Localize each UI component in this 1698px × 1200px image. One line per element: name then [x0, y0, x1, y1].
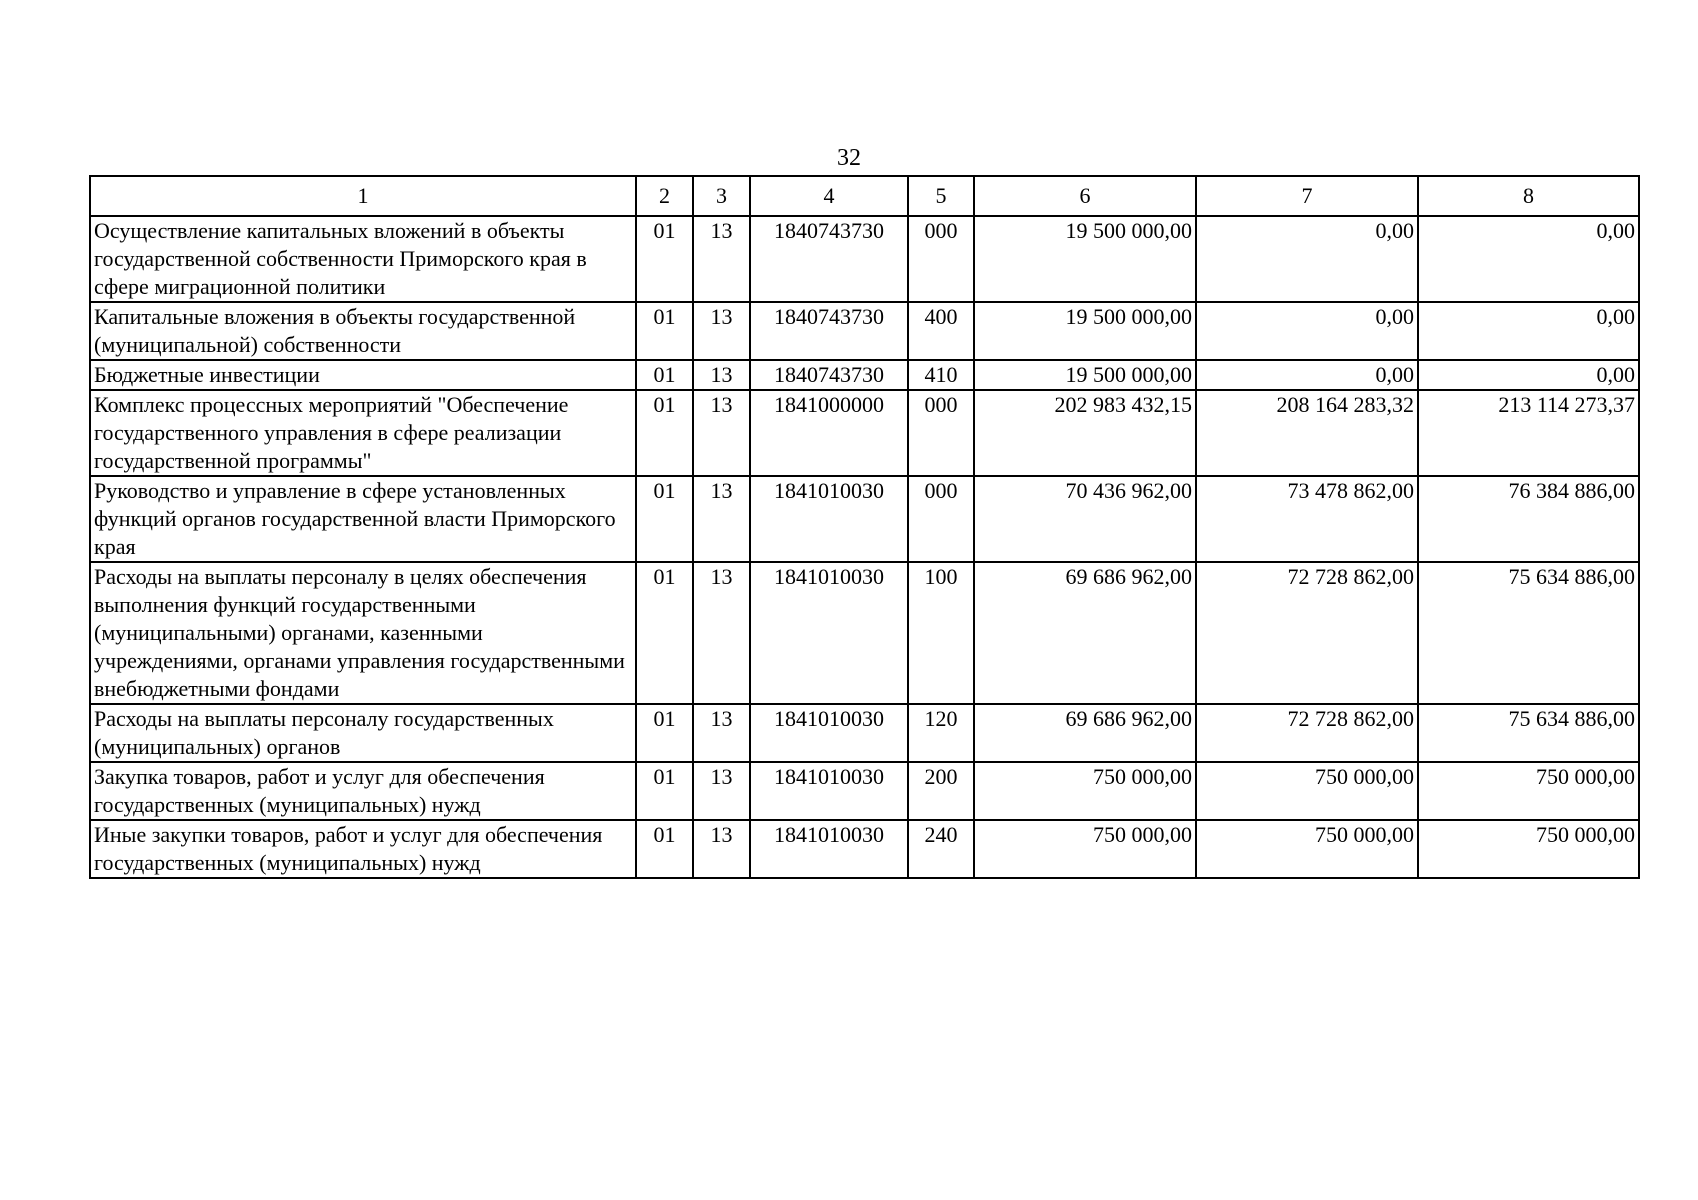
row-name: Комплекс процессных мероприятий "Обеспечение государственного управления в сфере реализации государственной программы" [90, 390, 636, 476]
column-header: 8 [1418, 176, 1639, 216]
amount-col6: 19 500 000,00 [974, 216, 1196, 302]
row-name: Осуществление капитальных вложений в объекты государственной собственности Приморского края в сфере миграционной политики [90, 216, 636, 302]
amount-col6: 750 000,00 [974, 762, 1196, 820]
amount-col6: 69 686 962,00 [974, 704, 1196, 762]
amount-col6: 19 500 000,00 [974, 302, 1196, 360]
subsection-code: 13 [693, 704, 750, 762]
amount-col8: 213 114 273,37 [1418, 390, 1639, 476]
amount-col6: 750 000,00 [974, 820, 1196, 878]
expense-type-code: 000 [908, 216, 974, 302]
table-row [90, 390, 1639, 476]
table-header-row [90, 176, 1639, 216]
column-header: 6 [974, 176, 1196, 216]
expense-type-code: 400 [908, 302, 974, 360]
target-article-code: 1840743730 [750, 216, 908, 302]
table-row [90, 820, 1639, 878]
table-row [90, 302, 1639, 360]
row-name: Капитальные вложения в объекты государственной (муниципальной) собственности [90, 302, 636, 360]
column-header: 3 [693, 176, 750, 216]
row-name: Расходы на выплаты персоналу государственных (муниципальных) органов [90, 704, 636, 762]
target-article-code: 1840743730 [750, 360, 908, 390]
section-code: 01 [636, 216, 693, 302]
section-code: 01 [636, 476, 693, 562]
table-row [90, 476, 1639, 562]
section-code: 01 [636, 762, 693, 820]
section-code: 01 [636, 704, 693, 762]
amount-col8: 750 000,00 [1418, 820, 1639, 878]
column-header: 2 [636, 176, 693, 216]
subsection-code: 13 [693, 216, 750, 302]
row-name: Закупка товаров, работ и услуг для обеспечения государственных (муниципальных) нужд [90, 762, 636, 820]
amount-col8: 76 384 886,00 [1418, 476, 1639, 562]
row-name: Иные закупки товаров, работ и услуг для обеспечения государственных (муниципальных) нужд [90, 820, 636, 878]
section-code: 01 [636, 360, 693, 390]
expense-type-code: 200 [908, 762, 974, 820]
amount-col7: 750 000,00 [1196, 820, 1418, 878]
subsection-code: 13 [693, 302, 750, 360]
amount-col7: 72 728 862,00 [1196, 562, 1418, 704]
target-article-code: 1841000000 [750, 390, 908, 476]
table-row [90, 562, 1639, 704]
subsection-code: 13 [693, 820, 750, 878]
amount-col7: 208 164 283,32 [1196, 390, 1418, 476]
target-article-code: 1840743730 [750, 302, 908, 360]
amount-col8: 75 634 886,00 [1418, 704, 1639, 762]
amount-col7: 750 000,00 [1196, 762, 1418, 820]
column-header: 4 [750, 176, 908, 216]
section-code: 01 [636, 390, 693, 476]
expense-type-code: 410 [908, 360, 974, 390]
subsection-code: 13 [693, 476, 750, 562]
target-article-code: 1841010030 [750, 704, 908, 762]
table-row [90, 360, 1639, 390]
target-article-code: 1841010030 [750, 762, 908, 820]
expense-type-code: 000 [908, 390, 974, 476]
budget-table [89, 175, 1640, 879]
amount-col6: 19 500 000,00 [974, 360, 1196, 390]
table-row [90, 762, 1639, 820]
amount-col8: 0,00 [1418, 360, 1639, 390]
subsection-code: 13 [693, 762, 750, 820]
table-row [90, 704, 1639, 762]
expense-type-code: 120 [908, 704, 974, 762]
amount-col8: 0,00 [1418, 302, 1639, 360]
amount-col8: 750 000,00 [1418, 762, 1639, 820]
subsection-code: 13 [693, 562, 750, 704]
column-header: 5 [908, 176, 974, 216]
amount-col6: 70 436 962,00 [974, 476, 1196, 562]
page-number: 32 [837, 145, 861, 171]
target-article-code: 1841010030 [750, 562, 908, 704]
section-code: 01 [636, 562, 693, 704]
amount-col7: 72 728 862,00 [1196, 704, 1418, 762]
amount-col7: 73 478 862,00 [1196, 476, 1418, 562]
amount-col6: 202 983 432,15 [974, 390, 1196, 476]
subsection-code: 13 [693, 390, 750, 476]
expense-type-code: 000 [908, 476, 974, 562]
amount-col8: 0,00 [1418, 216, 1639, 302]
target-article-code: 1841010030 [750, 476, 908, 562]
subsection-code: 13 [693, 360, 750, 390]
amount-col7: 0,00 [1196, 216, 1418, 302]
expense-type-code: 100 [908, 562, 974, 704]
row-name: Расходы на выплаты персоналу в целях обеспечения выполнения функций государственными (муниципальными) органами, казенными учреждениями, органами управления государственными внебюджетными фондами [90, 562, 636, 704]
row-name: Бюджетные инвестиции [90, 360, 636, 390]
target-article-code: 1841010030 [750, 820, 908, 878]
amount-col8: 75 634 886,00 [1418, 562, 1639, 704]
amount-col6: 69 686 962,00 [974, 562, 1196, 704]
table-row [90, 216, 1639, 302]
expense-type-code: 240 [908, 820, 974, 878]
column-header: 1 [90, 176, 636, 216]
section-code: 01 [636, 820, 693, 878]
amount-col7: 0,00 [1196, 302, 1418, 360]
column-header: 7 [1196, 176, 1418, 216]
amount-col7: 0,00 [1196, 360, 1418, 390]
section-code: 01 [636, 302, 693, 360]
row-name: Руководство и управление в сфере установленных функций органов государственной власти Приморского края [90, 476, 636, 562]
